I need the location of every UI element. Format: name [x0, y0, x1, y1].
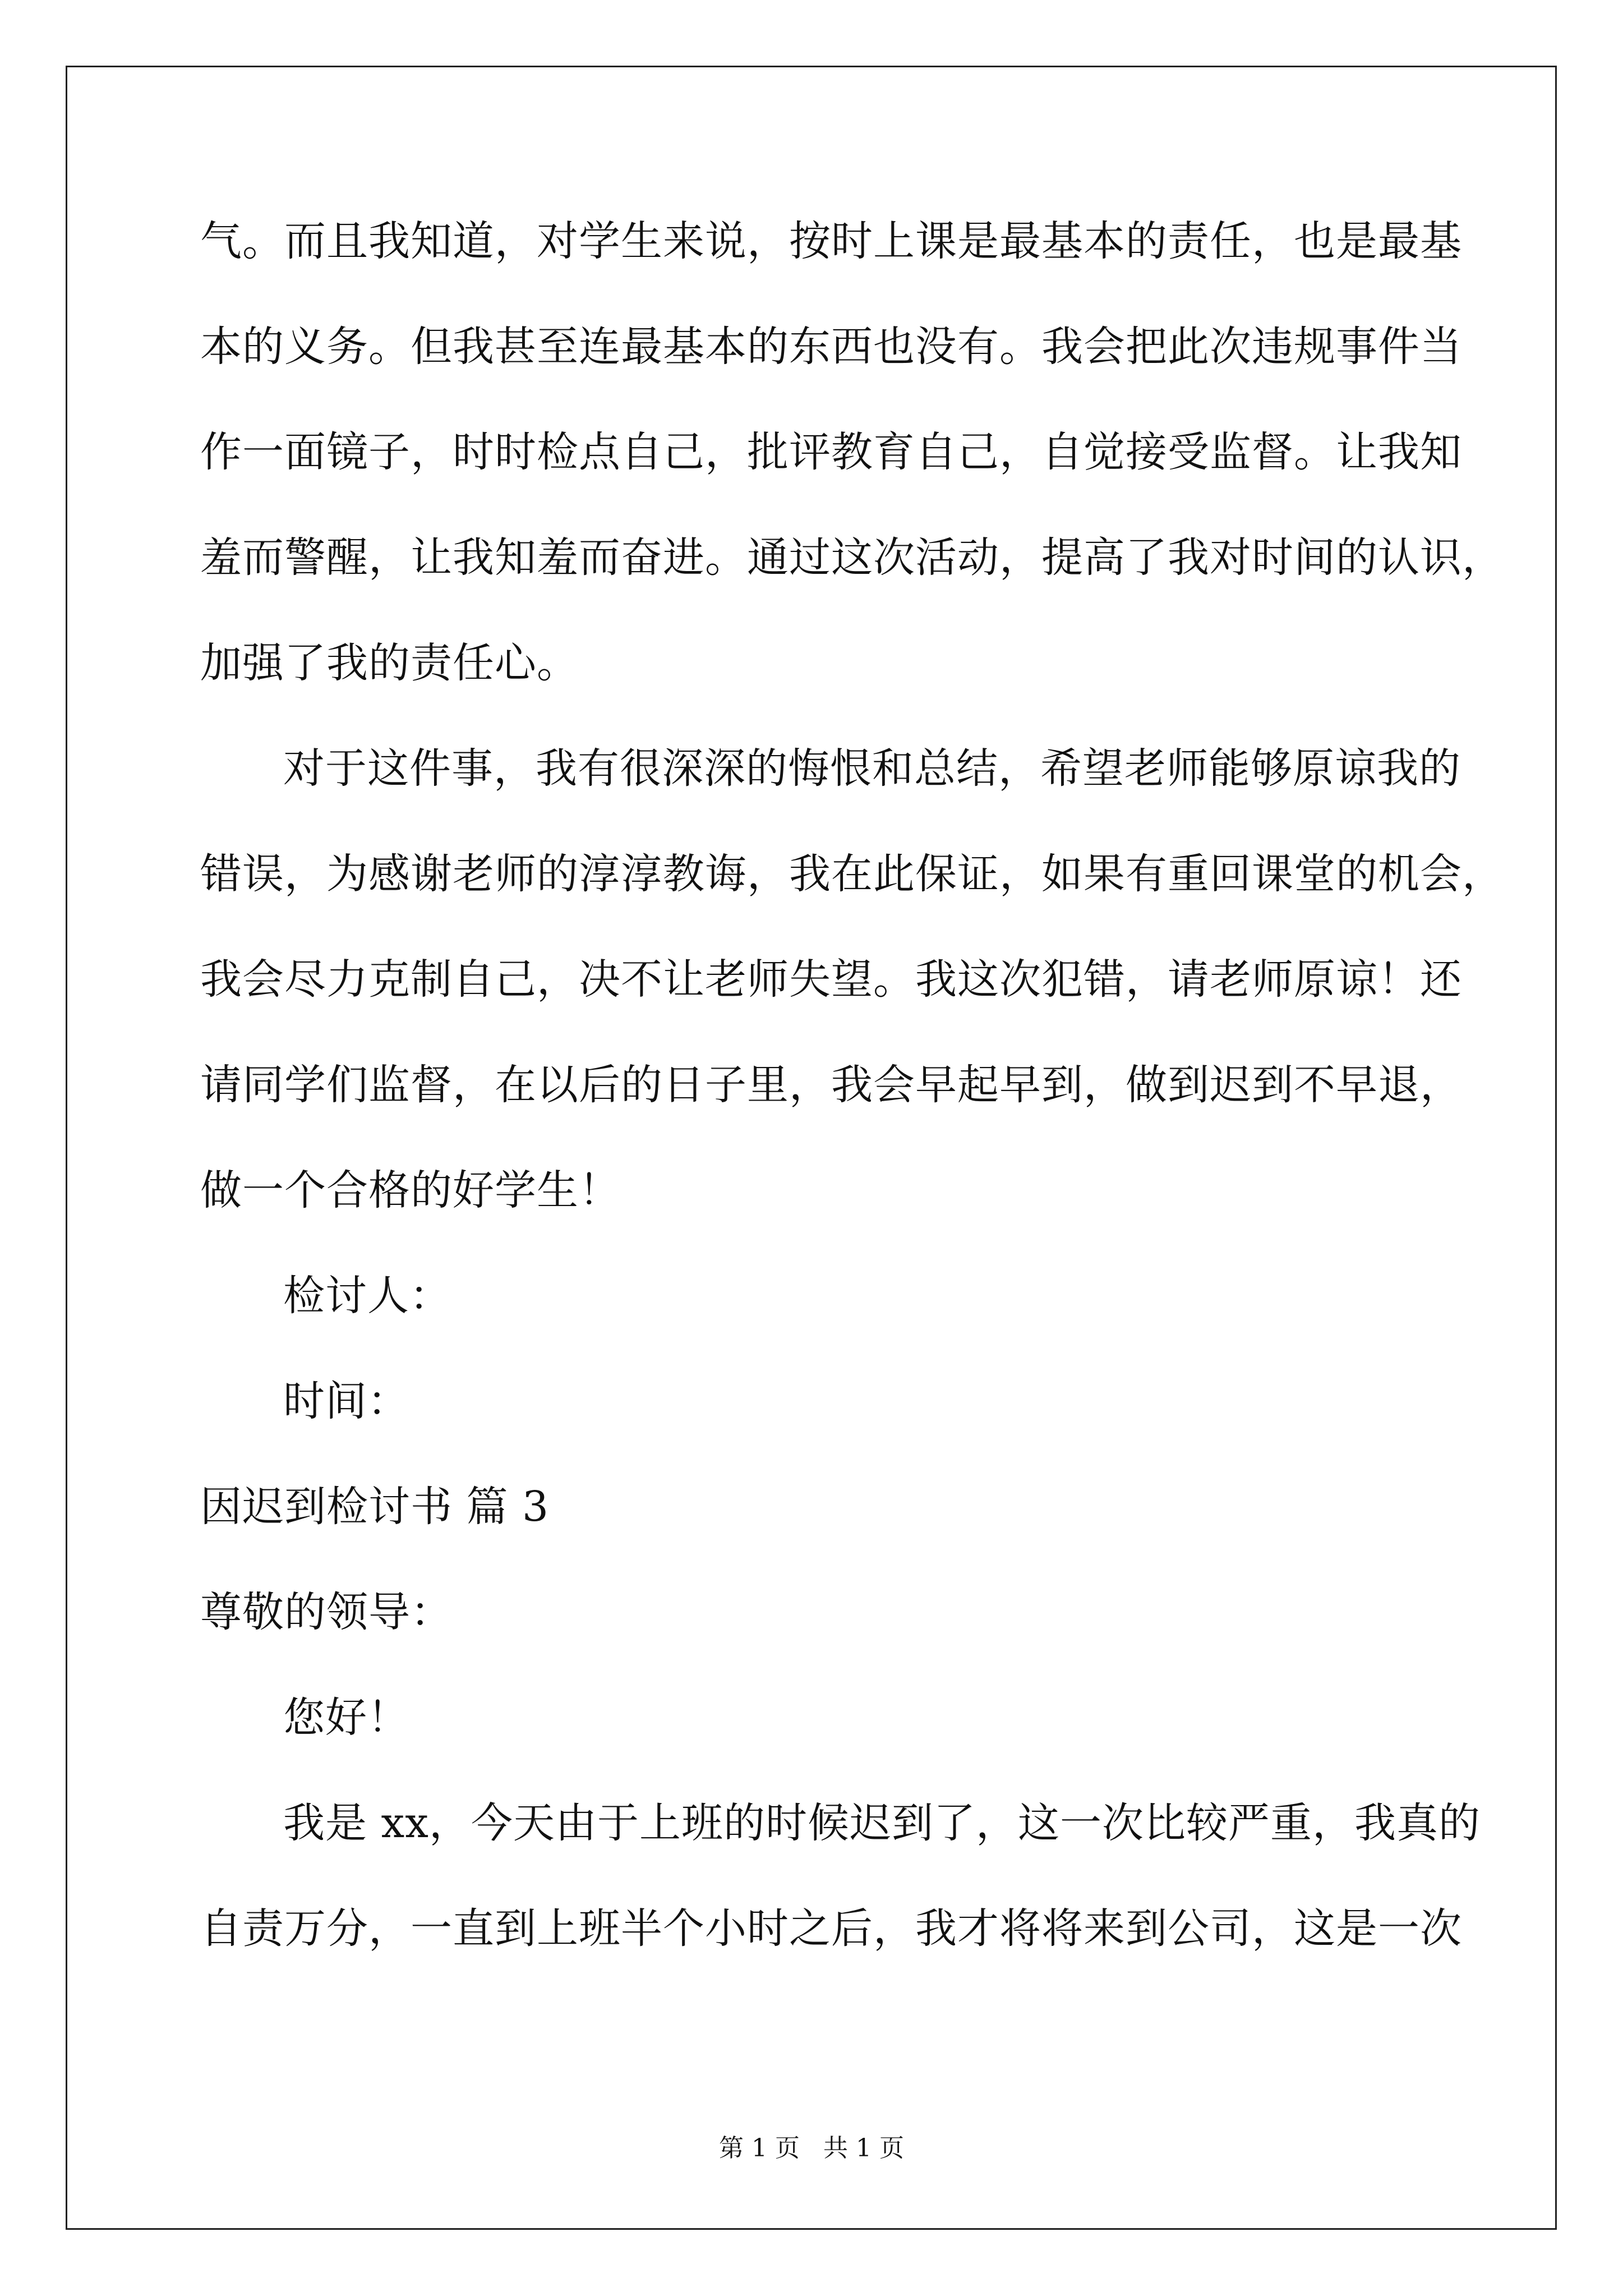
text-line: 做一个合格的好学生！ [200, 1166, 621, 1214]
text-line: 本的义务。但我甚至连最基本的东西也没有。我会把此次违规事件当 [200, 323, 1462, 371]
section-heading: 因迟到检讨书 篇 3 [200, 1483, 550, 1531]
text-line: 羞而警醒，让我知羞而奋进。通过这次活动，提高了我对时间的认识， [200, 533, 1504, 582]
text-line: 自责万分，一直到上班半个小时之后，我才将将来到公司，这是一次 [200, 1904, 1462, 1953]
text-line: 请同学们监督，在以后的日子里，我会早起早到，做到迟到不早退， [200, 1061, 1462, 1109]
text-line: 错误，为感谢老师的淳淳教诲，我在此保证，如果有重回课堂的机会， [200, 850, 1504, 898]
signer-label: 检讨人： [283, 1272, 451, 1320]
greeting: 您好！ [283, 1694, 409, 1742]
page-number-footer: 第 1 页 共 1 页 [719, 2134, 904, 2162]
text-line: 加强了我的责任心。 [200, 639, 579, 687]
text-line: 对于这件事，我有很深深的悔恨和总结，希望老师能够原谅我的 [283, 744, 1461, 793]
text-line: 作一面镜子，时时检点自己，批评教育自己，自觉接受监督。让我知 [200, 428, 1462, 476]
text-line: 气。而且我知道，对学生来说，按时上课是最基本的责任，也是最基 [200, 217, 1462, 265]
time-label: 时间： [283, 1377, 409, 1425]
text-line: 我会尽力克制自己，决不让老师失望。我这次犯错，请老师原谅！还 [200, 955, 1462, 1004]
text-line: 我是 xx，今天由于上班的时候迟到了，这一次比较严重，我真的 [283, 1799, 1481, 1847]
salutation: 尊敬的领导： [200, 1588, 453, 1636]
